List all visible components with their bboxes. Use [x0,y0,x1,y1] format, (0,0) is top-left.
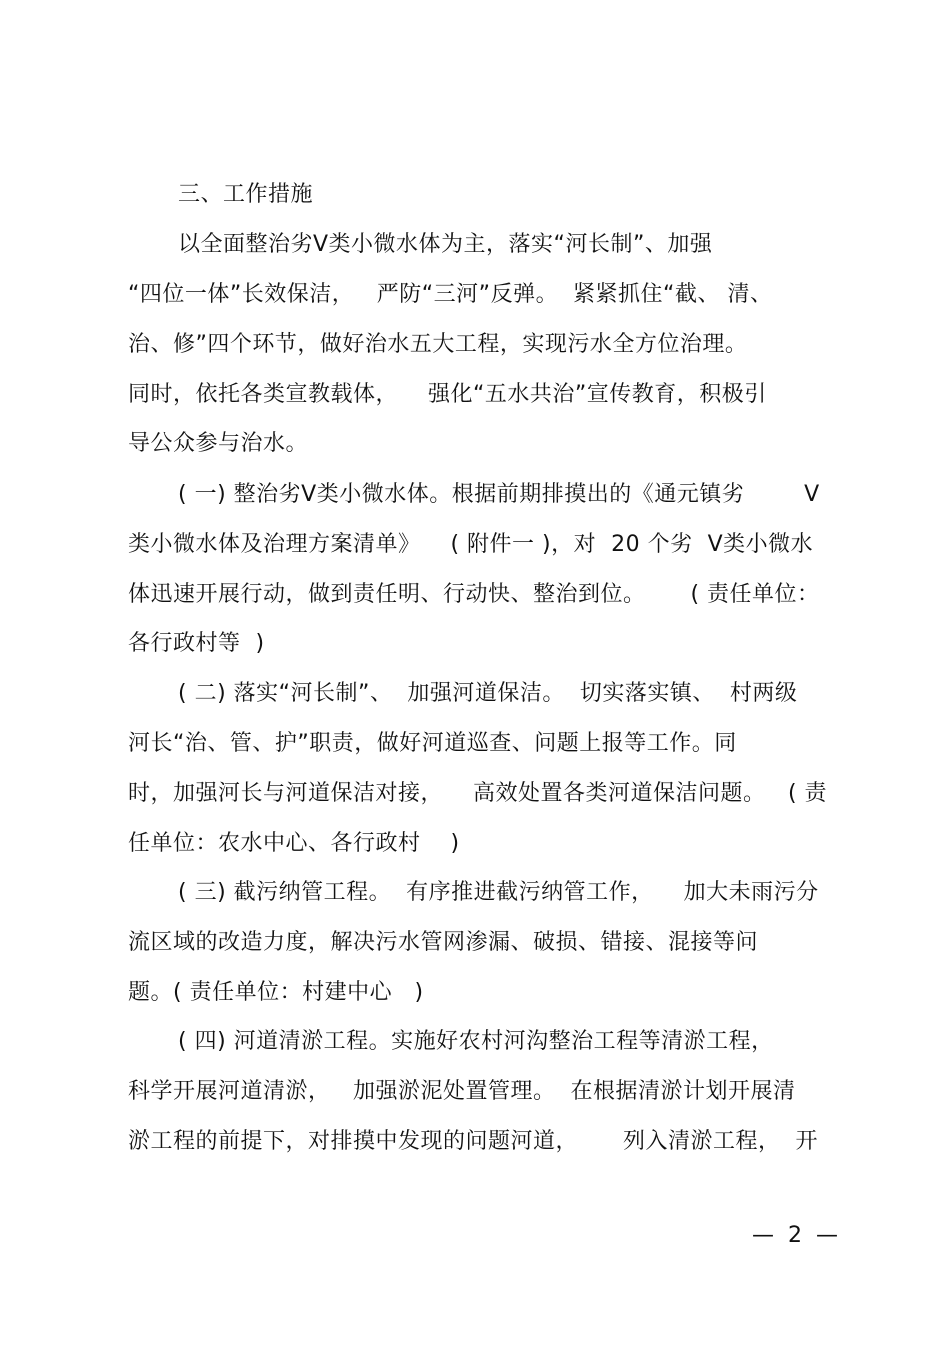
paragraph-line: “四位一体”长效保洁， 严防“三河”反弹。 紧紧抓住“截、 清、 [128,282,773,307]
paragraph-line: ( 二) 落实“河长制”、 加强河道保洁。 切实落实镇、 村两级 [178,681,798,706]
paragraph-line: 流区域的改造力度，解决污水管网渗漏、破损、错接、混接等问 [128,930,759,955]
paragraph-line: 科学开展河道清淤， 加强淤泥处置管理。 在根据清淤计划开展清 [128,1079,796,1104]
paragraph-line: 治、修”四个环节，做好治水五大工程，实现污水全方位治理。 [128,332,748,357]
paragraph-line: 河长“治、管、护”职责，做好河道巡查、问题上报等工作。同 [128,731,737,756]
section-heading: 三、工作措施 [178,182,314,207]
paragraph-line: 淤工程的前提下，对排摸中发现的问题河道， 列入清淤工程， 开 [128,1129,818,1154]
paragraph-line: 体迅速开展行动，做到责任明、行动快、整治到位。 ( 责任单位： [128,582,820,607]
paragraph-line: 任单位：农水中心、各行政村 ) [128,831,460,856]
paragraph-line: 以全面整治劣Ⅴ类小微水体为主，落实“河长制”、加强 [178,232,713,257]
paragraph-line: 各行政村等 ) [128,631,265,656]
paragraph-line: ( 四) 河道清淤工程。实施好农村河沟整治工程等清淤工程， [178,1029,774,1054]
paragraph-line: 导公众参与治水。 [128,431,309,456]
paragraph-line: 题。( 责任单位：村建中心 ) [128,980,424,1005]
paragraph-line: ( 一) 整治劣Ⅴ类小微水体。根据前期排摸出的《通元镇劣 Ⅴ [178,482,820,507]
paragraph-line: 同时，依托各类宣教载体， 强化“五水共治”宣传教育，积极引 [128,382,767,407]
paragraph-line: 类小微水体及治理方案清单》 ( 附件一 )，对 20 个劣 Ⅴ类小微水 [128,532,814,557]
page-number: — 2 — [752,1223,838,1248]
paragraph-line: 时，加强河长与河道保洁对接， 高效处置各类河道保洁问题。 ( 责 [128,781,828,806]
paragraph-line: ( 三) 截污纳管工程。 有序推进截污纳管工作， 加大未雨污分 [178,880,819,905]
